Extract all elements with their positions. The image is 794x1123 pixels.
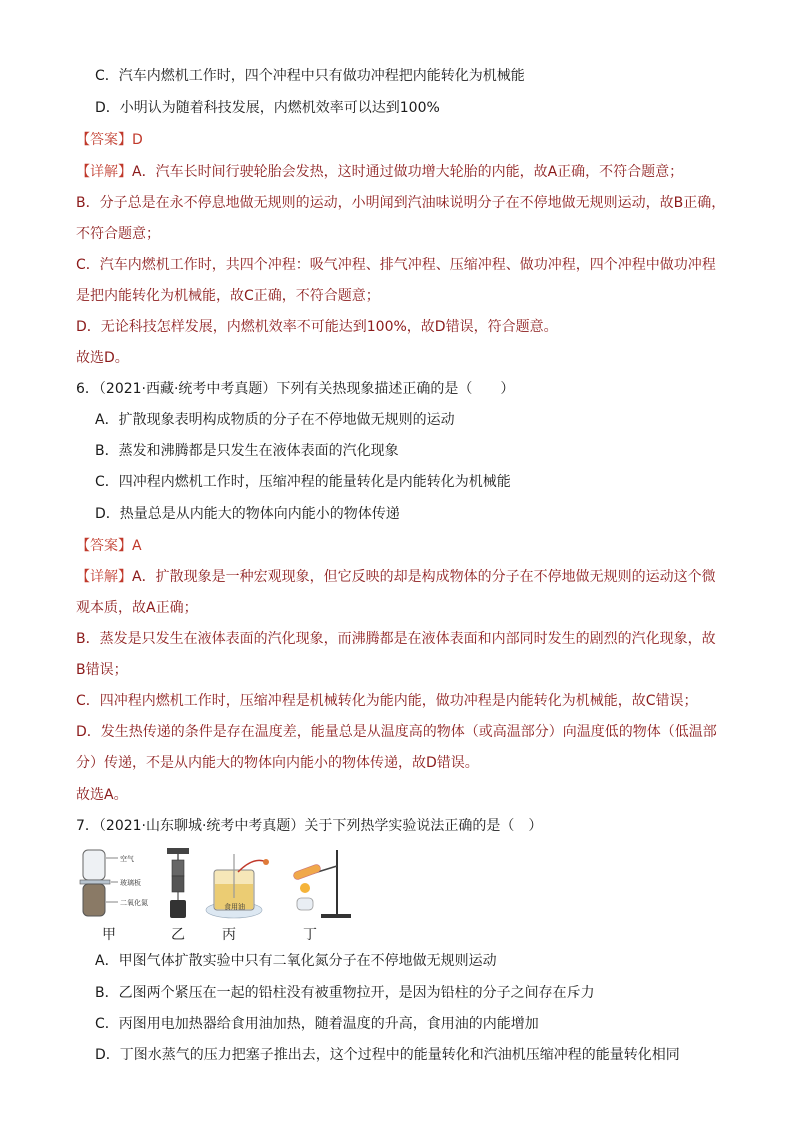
q6-detail-line-6: D．发生热传递的条件是存在温度差，能量总是从温度高的物体（或高温部分）向温度低的物体（低温部 [76, 724, 717, 740]
q6-detail-line-7: 分）传递，不是从内能大的物体向内能小的物体传递，故D错误。 [76, 755, 479, 771]
q5-detail-line-4: C．汽车内燃机工作时，共四个冲程：吸气冲程、排气冲程、压缩冲程、做功冲程，四个冲程中做功冲程 [76, 257, 716, 273]
q6-answer: 【答案】A [76, 538, 142, 554]
q5-option-d: D．小明认为随着科技发展，内燃机效率可以达到100% [95, 100, 440, 116]
q5-detail-prefix: 【详解】 [76, 164, 132, 180]
q5-detail-line-3: 不符合题意； [76, 226, 160, 242]
q6-stem: 6．（2021·西藏·统考中考真题）下列有关热现象描述正确的是（ ） [76, 381, 515, 397]
fig-label-oil: 食用油 [224, 903, 245, 911]
fig-label-air: 空气 [120, 855, 134, 863]
q7-figures [76, 846, 366, 942]
q5-detail-line-5: 是把内能转化为机械能，故C正确，不符合题意； [76, 288, 380, 304]
fig-caption-ding: 丁 [303, 927, 317, 943]
q6-detail-prefix: 【详解】 [76, 569, 132, 585]
q6-detail-line-5: C．四冲程内燃机工作时，压缩冲程是机械转化为能内能，做功冲程是内能转化为机械能，故C错误； [76, 693, 698, 709]
q7-option-c: C．丙图用电加热器给食用油加热，随着温度的升高，食用油的内能增加 [95, 1016, 539, 1032]
q7-stem: 7．（2021·山东聊城·统考中考真题）关于下列热学实验说法正确的是（ ） [76, 818, 543, 834]
q6-detail-line-4: B错误； [76, 662, 128, 678]
fig-ding-steam-stopper [281, 846, 361, 924]
fig-bing-oil-heating [204, 848, 284, 924]
q5-detail-line-6: D．无论科技怎样发展，内燃机效率不可能达到100%，故D错误，符合题意。 [76, 319, 558, 335]
fig-yi-lead-cylinders [164, 846, 194, 924]
q6-conclusion: 故选A。 [76, 787, 128, 803]
fig-label-glass: 玻璃板 [120, 879, 141, 887]
q5-detail-line-2: B．分子总是在永不停息地做无规则的运动，小明闻到汽油味说明分子在不停地做无规则运动，故B正确， [76, 195, 726, 211]
q7-option-b: B．乙图两个紧压在一起的铅柱没有被重物拉开，是因为铅柱的分子之间存在斥力 [95, 985, 595, 1001]
fig-caption-yi: 乙 [171, 927, 185, 943]
q5-option-c: C．汽车内燃机工作时，四个冲程中只有做功冲程把内能转化为机械能 [95, 68, 525, 84]
q6-detail-text: A．扩散现象是一种宏观现象，但它反映的却是构成物体的分子在不停地做无规则的运动这个微 [132, 569, 716, 585]
q6-detail-line-2: 观本质，故A正确； [76, 600, 198, 616]
fig-caption-jia: 甲 [102, 927, 116, 943]
q5-answer: 【答案】D [76, 132, 143, 148]
q6-option-b: B．蒸发和沸腾都是只发生在液体表面的汽化现象 [95, 443, 399, 459]
q7-option-d: D．丁图水蒸气的压力把塞子推出去，这个过程中的能量转化和汽油机压缩冲程的能量转化相同 [95, 1047, 680, 1063]
q6-detail-line-1 [76, 568, 716, 586]
q5-detail-line-1 [76, 163, 683, 181]
q7-option-a: A．甲图气体扩散实验中只有二氧化氮分子在不停地做无规则运动 [95, 953, 497, 969]
q6-option-d: D．热量总是从内能大的物体向内能小的物体传递 [95, 506, 400, 522]
q6-detail-line-3: B．蒸发是只发生在液体表面的汽化现象，而沸腾都是在液体表面和内部同时发生的剧烈的汽化现象，故 [76, 631, 716, 647]
q6-option-a: A．扩散现象表明构成物质的分子在不停地做无规则的运动 [95, 412, 455, 428]
q6-option-c: C．四冲程内燃机工作时，压缩冲程的能量转化是内能转化为机械能 [95, 474, 511, 490]
q5-conclusion: 故选D。 [76, 350, 129, 366]
fig-label-no2: 二氧化氮 [120, 899, 148, 907]
q5-detail-text: A．汽车长时间行驶轮胎会发热，这时通过做功增大轮胎的内能，故A正确，不符合题意； [132, 164, 684, 180]
fig-caption-bing: 丙 [222, 927, 236, 943]
